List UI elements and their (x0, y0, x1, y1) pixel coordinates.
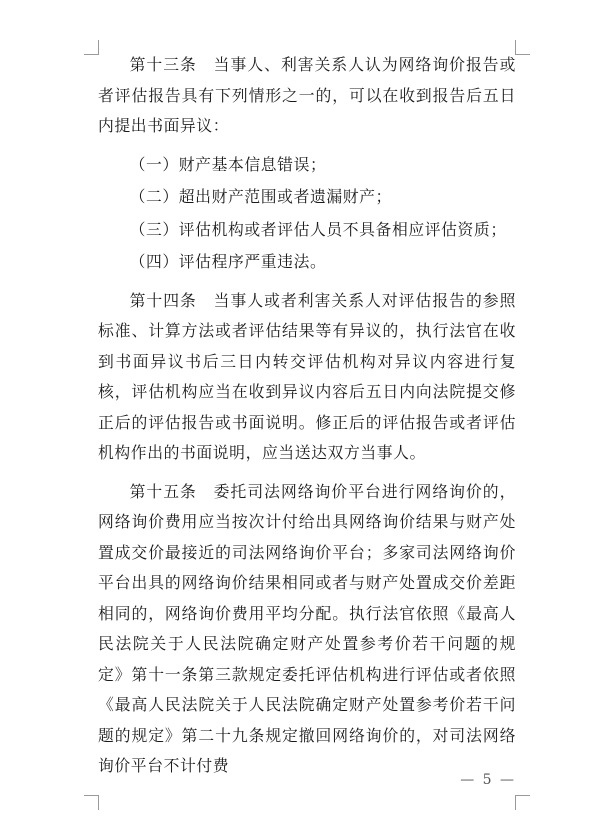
article-13-item-4: （四）评估程序严重违法。 (129, 252, 327, 271)
article-13-item-2: （二）超出财产范围或者遗漏财产； (129, 187, 392, 206)
crop-mark-bottom-left (84, 795, 99, 810)
crop-mark-top-left (84, 40, 99, 55)
crop-mark-top-right (515, 40, 530, 55)
article-13-item-1: （一）财产基本信息错误； (129, 154, 327, 174)
article-13: 第十三条 当事人、利害关系人认为网络询价报告或者评估报告具有下列情形之一的，可以在收到报告后五日内提出书面异议： (98, 55, 516, 135)
page-number: — 5 — (460, 772, 516, 788)
article-14: 第十四条 当事人或者利害关系人对评估报告的参照标准、计算方法或者评估结果等有异议的，执行法官在收到书面异议书后三日内转交评估机构对异议内容进行复核，评估机构应当在收到异议内容后五日内向法院提交修正后的评估报告或书面说明。修正后的评估报告或者评估机构作出的书面说明，应当送达双方当事人。 (98, 290, 516, 462)
article-13-item-3: （三）评估机构或者评估人员不具备相应评估资质； (129, 219, 507, 239)
crop-mark-bottom-right (515, 795, 530, 810)
document-body (98, 50, 516, 782)
article-15: 第十五条 委托司法网络询价平台进行网络询价的，网络询价费用应当按次计付给出具网络询价结果与财产处置成交价最接近的司法网络询价平台；多家司法网络询价平台出具的网络询价结果相同或者与财产处置成交价差距相同的，网络询价费用平均分配。执行法官依照《最高人民法院关于人民法院确定财产处置参考价若干问题的规定》第十一条第三款规定委托评估机构进行评估或者依照《最高人民法院关于人民法院确定财产处置参考价若干问题的规定》第二十九条规定撤回网络询价的，对司法网络询价平台不计付费 (98, 481, 516, 775)
